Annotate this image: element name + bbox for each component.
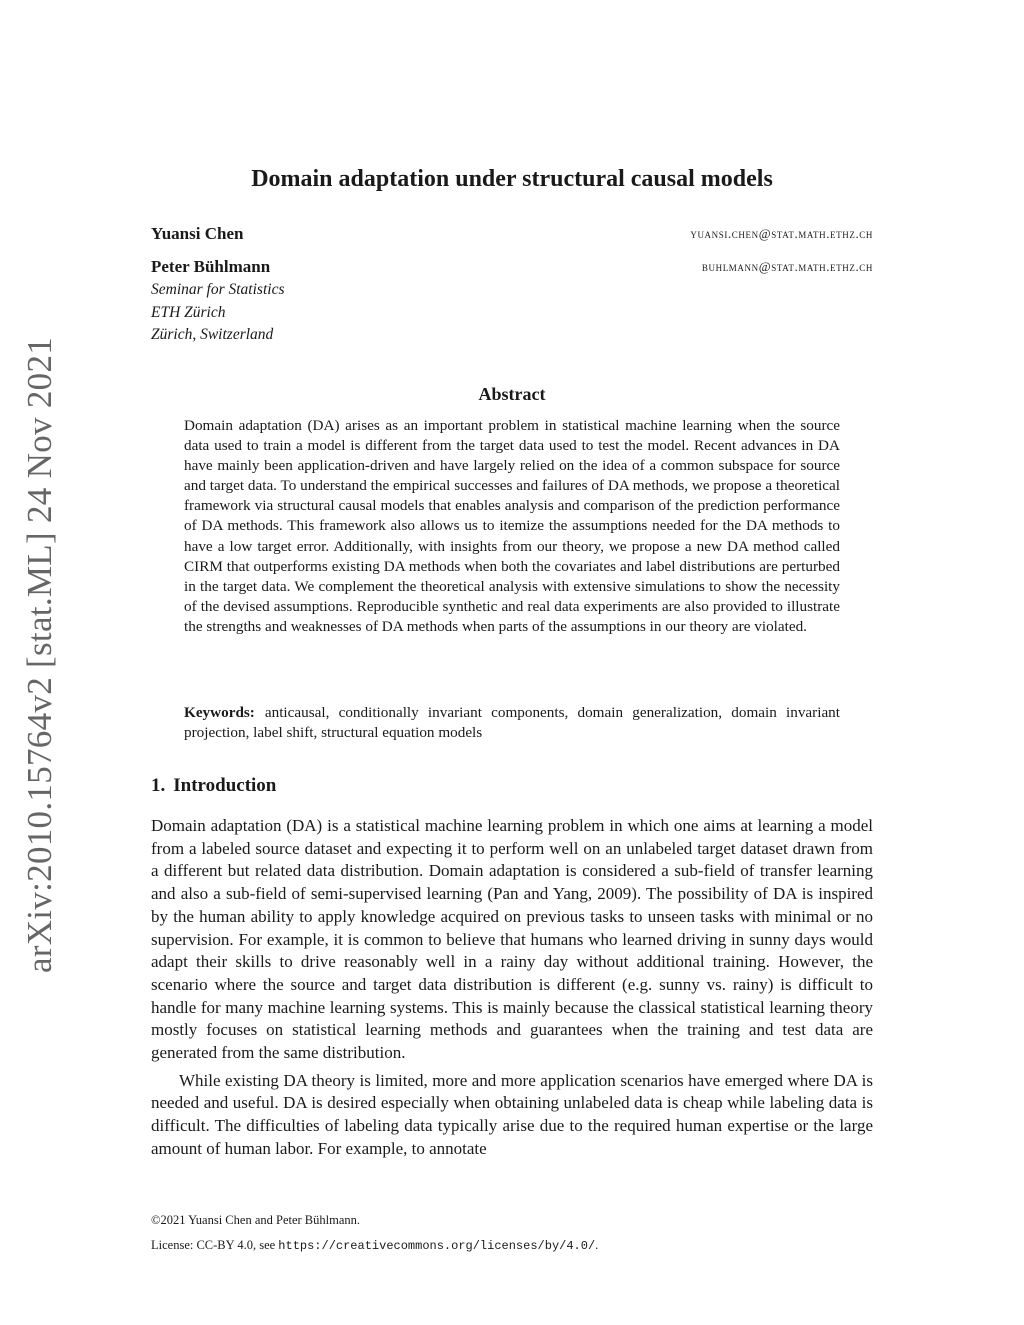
affiliation-line: Zürich, Switzerland xyxy=(151,326,274,343)
keywords-block xyxy=(184,703,840,743)
section-number: 1. xyxy=(151,775,166,796)
license-line xyxy=(151,1238,873,1253)
author-email[interactable]: buhlmann@stat.math.ethz.ch xyxy=(701,259,873,274)
arxiv-identifier: arXiv:2010.15764v2 [stat.ML] 24 Nov 2021 xyxy=(20,336,60,974)
author-name: Peter Bühlmann xyxy=(151,257,271,276)
affiliation-line: Seminar for Statistics xyxy=(151,281,285,298)
paper-title: Domain adaptation under structural causal models xyxy=(251,166,773,192)
author-row-1 xyxy=(151,224,873,244)
section-heading xyxy=(151,775,276,797)
affiliation-line: ETH Zürich xyxy=(151,303,226,321)
section-title: Introduction xyxy=(173,775,277,796)
introduction-body xyxy=(151,815,873,1161)
abstract-heading: Abstract xyxy=(478,384,546,404)
paragraph: While existing DA theory is limited, more and more application scenarios have emerged where DA is needed and useful. DA is desired especially when obtaining unlabeled data is cheap while labeling data is difficult. The difficulties of labeling data typically arise due to the required human expertise or the large amount of human labor. For example, to annotate xyxy=(151,1070,873,1158)
abstract-text: Domain adaptation (DA) arises as an important problem in statistical machine learning when the source data used to train a model is different from the target data used to test the model. Recent advances in DA have mainly been application-driven and have largely relied on the idea of a common subspace for source and target data. To understand the empirical successes and failures of DA methods, we propose a theoretical framework via structural causal models that enables analysis and comparison of the prediction performance of DA methods. This framework also allows us to itemize the assumptions needed for the DA methods to have a low target error. Additionally, with insights from our theory, we propose a new DA method called CIRM that outperforms existing DA methods when both the covariates and label distributions are perturbed in the target data. We complement the theoretical analysis with extensive simulations to show the necessity of the devised assumptions. Reproducible synthetic and real data experiments are also provided to illustrate the strengths and weaknesses of DA methods when parts of the assumptions in our theory are violated. xyxy=(184,417,840,635)
license-link[interactable]: https://creativecommons.org/licenses/by/4.0/ xyxy=(278,1239,596,1253)
arxiv-sidebar-stamp xyxy=(10,336,70,974)
license-suffix: . xyxy=(595,1238,599,1252)
author-row-2 xyxy=(151,257,873,277)
author-name: Yuansi Chen xyxy=(151,224,244,243)
keywords-label: Keywords: xyxy=(184,704,255,721)
license-prefix: License: CC-BY 4.0, see xyxy=(151,1238,276,1252)
copyright-line: ©2021 Yuansi Chen and Peter Bühlmann. xyxy=(151,1213,361,1227)
paragraph: Domain adaptation (DA) is a statistical machine learning problem in which one aims at learning a model from a labeled source dataset and expecting it to perform well on an unlabeled target dataset drawn from a different but related data distribution. Domain adaptation is considered a sub-field of transfer learning and also a sub-field of semi-supervised learning (Pan and Yang, 2009). The possibility of DA is inspired by the human ability to apply knowledge acquired on previous tasks to unseen tasks with minimal or no supervision. For example, it is common to believe that humans who learned driving in sunny days would adapt their skills to drive reasonably well in a rainy day without additional training. However, the scenario where the source and target data distribution is different (e.g. sunny vs. rainy) is difficult to handle for many machine learning systems. This is mainly because the classical statistical learning theory mostly focuses on statistical learning methods and guarantees when the training and test data are generated from the same distribution. xyxy=(151,816,873,1063)
keywords-text: anticausal, conditionally invariant components, domain generalization, domain invariant projection, label shift, structural equation models xyxy=(184,704,840,742)
affiliation-block xyxy=(151,279,284,347)
author-email[interactable]: yuansi.chen@stat.math.ethz.ch xyxy=(690,226,873,241)
